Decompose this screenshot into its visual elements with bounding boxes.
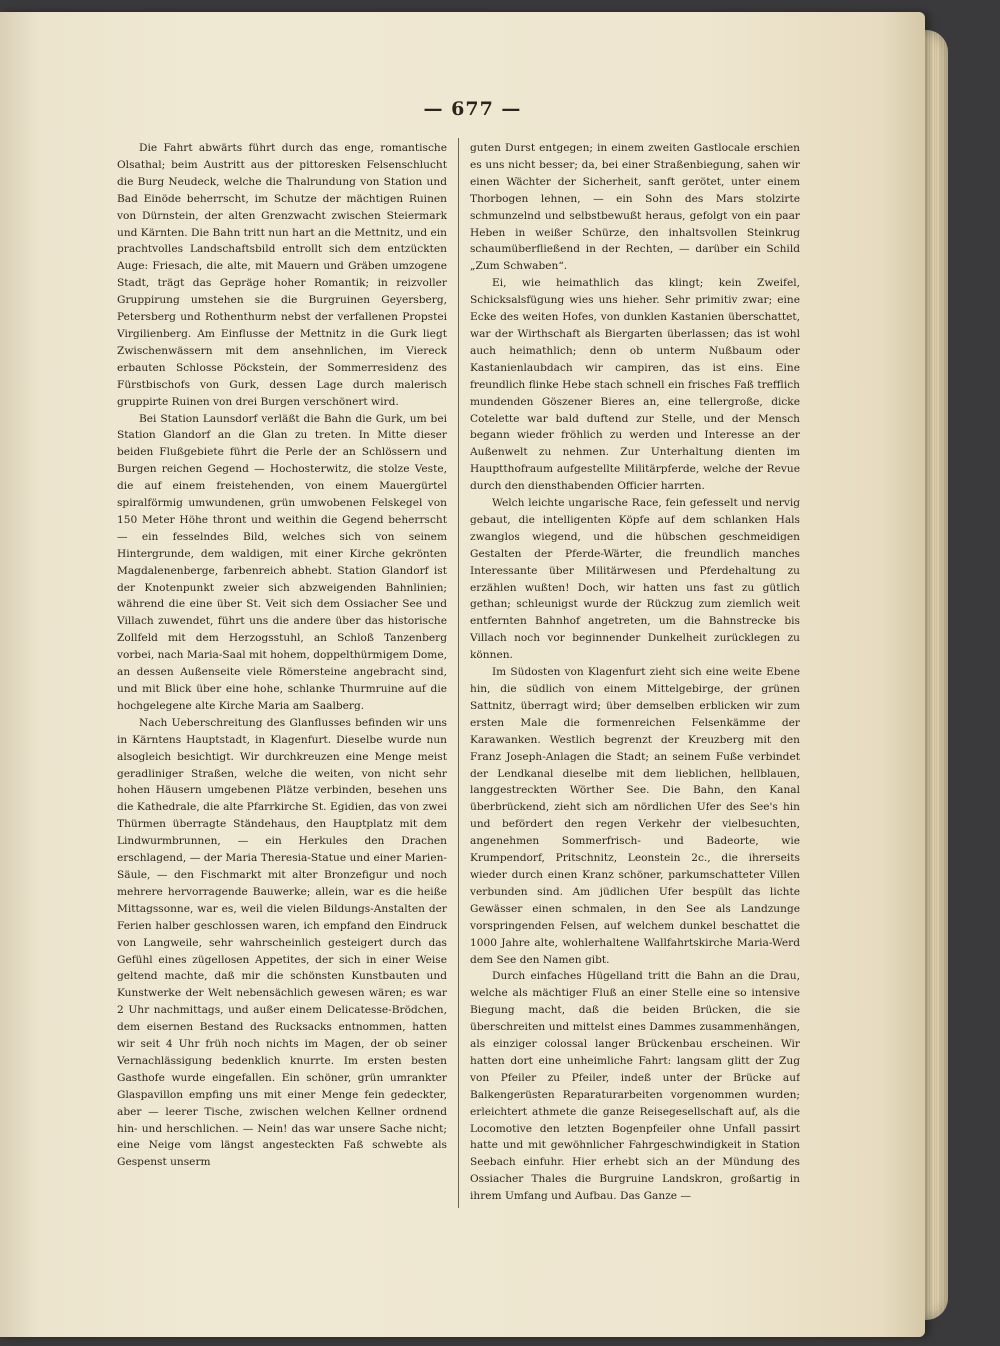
paragraph: Im Südosten von Klagenfurt zieht sich eine weite Ebene hin, die südlich von einem Mittelgebirge, der grünen Sattnitz, überragt wird; über demselben erblicken wir zum ersten Male die formenreichen Felsenkämme der Karawanken. Westlich begrenzt der Kreuzberg mit den Franz Joseph-Anlagen die Stadt; an seinem Fuße verbindet der Lendkanal dieselbe mit dem lieblichen, hellblauen, langgestreckten Wörther See. Die Bahn, den Kanal überbrückend, zieht sich am nördlichen Ufer des See's hin und befördert den regen Verkehr der vielbesuchten, angenehmen Sommerfrisch- und Badeorte, wie Krumpendorf, Pritschnitz, Leonstein 2c., die ihrerseits wieder durch einen Kranz schöner, parkumschatteter Villen verbunden sind. Am jüdlichen Ufer bespült das lichte Gewässer einen schmalen, in den See als Landzunge vorspringenden Felsen, auf welchem dunkel beschattet die 1000 Jahre alte, wohlerhaltene Wallfahrtskirche Maria-Werd dem See den Namen gibt. [470,666,800,966]
column-divider [458,138,459,1208]
left-text-column [117,140,447,1220]
book-page [0,12,925,1337]
paragraph: Welch leichte ungarische Race, fein gefesselt und nervig gebaut, die intelligenten Köpfe auf dem schlanken Hals zwanglos wiegend, und die hübschen geschmeidigen Gestalten der Pferde-Wärter, die freundlich manches Interessante über Militärwesen und Pferdehaltung zu erzählen wußten! Doch, wir hatten uns fast zu gütlich gethan; schleunigst wurde der Rückzug zum ziemlich weit entfernten Bahnhof angetreten, um die Bahnstrecke bis Villach noch vor beginnender Dunkelheit zurücklegen zu können. [470,497,800,662]
page-number: — 677 — [423,98,522,120]
paragraph: Bei Station Launsdorf verläßt die Bahn die Gurk, um bei Station Glandorf an die Glan zu treten. In Mitte dieser beiden Flußgebiete führt die Perle der an Schlössern und Burgen reichen Gegend — Hochosterwitz, die stolze Veste, die auf einem freistehenden, von einem Mauergürtel spiralförmig umwundenen, grün umwobenen Felskegel von 150 Meter Höhe thront und weithin die Gegend beherrscht — ein fesselndes Bild, welches sich von seinem Hintergrunde, dem waldigen, mit einer Kirche gekrönten Magdalenenberge, farbenreich abhebt. Station Glandorf ist der Knotenpunkt zweier sich abzweigenden Bahnlinien; während die eine über St. Veit sich dem Ossiacher See und Villach zuwendet, führt uns die andere über das historische Zollfeld mit dem Herzogsstuhl, an Schloß Tanzenberg vorbei, nach Maria-Saal mit hohem, doppelthürmigem Dome, an dessen Außenseite viele Römersteine angebracht sind, und mit Blick über eine hohe, schlanke Thurmruine auf die hochgelegene alte Kirche Maria am Saalberg. [117,412,447,712]
paragraph: Nach Ueberschreitung des Glanflusses befinden wir uns in Kärntens Hauptstadt, in Klagenfurt. Dieselbe wurde nun alsogleich besichtigt. Wir durchkreuzen eine Menge meist geradliniger Straßen, welche die weiten, von nicht sehr hohen Häusern umgebenen Plätze verbinden, besehen uns die Kathedrale, die alte Pfarrkirche St. Egidien, das von zwei Thürmen überragte Ständehaus, den Hauptplatz mit dem Lindwurmbrunnen, — ein Herkules den Drachen erschlagend, — der Maria Theresia-Statue und einer Marien-Säule, — den Fischmarkt mit alter Bronzefigur und noch mehrere hervorragende Bauwerke; allein, war es die heiße Mittagssonne, war es, weil die vielen Bildungs-Anstalten der Ferien halber geschlossen waren, ich empfand den Eindruck von Langweile, sehr wahrscheinlich gesteigert durch das Gefühl eines zügellosen Appetites, der sich in einer Weise geltend machte, daß mir die schönsten Kunstbauten und Kunstwerke der Welt nebensächlich gewesen wären; es war 2 Uhr nachmittags, und außer einem Delicatesse-Brödchen, dem eisernen Bestand des Rucksacks entnommen, hatten wir seit 4 Uhr früh noch nichts im Magen, der ob seiner Vernachlässigung bedenklich knurrte. Im ersten besten Gasthofe wurde eingefallen. Ein schöner, grün umrankter Glaspavillon empfing uns mit einer Menge fein gedeckter, aber — leerer Tische, zwischen welchen Kellner ordnend hin- und herschlichen. — Nein! das war unsere Sache nicht; eine Neige vom längst angesteckten Faß schwebte als Gespenst unserm [117,716,447,1169]
paragraph: Ei, wie heimathlich das klingt; kein Zweifel, Schicksalsfügung wies uns hieher. Sehr primitiv zwar; eine Ecke des weiten Hofes, von dunklen Kastanien überschattet, war der Wirthschaft als Biergarten überlassen; das ist wohl auch heimathlich; denn ob unterm Nußbaum oder Kastanienlaubdach wir campiren, das ist eins. Eine freundlich flinke Hebe stach schnell ein frisches Faß trefflich mundenden Göszener Bieres an, eine tellergroße, dicke Cotelette war bald duftend zur Stelle, und der Mensch begann wieder fröhlich zu werden und Interesse an der Außenwelt zu nehmen. Zur Unterhaltung dienten im Hauptthofraum aufgestellte Militärpferde, welche der Revue durch den diensthabenden Officier harrten. [470,277,800,493]
paragraph: Durch einfaches Hügelland tritt die Bahn an die Drau, welche als mächtiger Fluß an einer Stelle eine so intensive Biegung macht, daß die beiden Brücken, die sie überschreiten und mittelst eines Dammes zusammenhängen, als einziger colossal langer Brückenbau erscheinen. Wir hatten dort eine unheimliche Fahrt: langsam glitt der Zug von Pfeiler zu Pfeiler, indeß unter der Brücke auf Balkengerüsten Reparaturarbeiten vorgenommen wurden; erleichtert athmete die ganze Reisegesellschaft auf, als die Locomotive den letzten Bogenpfeiler ohne Unfall passirt hatte und mit gewöhnlicher Fahrgeschwindigkeit in Station Seebach einfuhr. Hier erhebt sich an der Mündung des Ossiacher Thales die Burgruine Landskron, großartig in ihrem Umfang und Aufbau. Das Ganze — [470,970,800,1203]
paragraph: Die Fahrt abwärts führt durch das enge, romantische Olsathal; beim Austritt aus der pittoresken Felsenschlucht die Burg Neudeck, welche die Thalrundung von Station und Bad Einöde beherrscht, im Schutze der mächtigen Ruinen von Dürnstein, der alten Grenzwacht zwischen Steiermark und Kärnten. Die Bahn tritt nun hart an die Mettnitz, und ein prachtvolles Landschaftsbild entrollt sich dem entzückten Auge: Friesach, die alte, mit Mauern und Gräben umzogene Stadt, trägt das Gepräge hoher Romantik; in reizvoller Gruppirung umstehen sie die Burgruinen Geyersberg, Petersberg und Rothenthurm nebst der verfallenen Propstei Virgilienberg. Am Einflusse der Mettnitz in die Gurk liegt Zwischenwässern mit dem ansehnlichen, im Viereck erbauten Schlosse Pöckstein, der Sommerresidenz des Fürstbischofs von Gurk, dessen Lage durch malerisch gruppirte Ruinen von drei Burgen verschönert wird. [117,142,447,408]
paragraph: guten Durst entgegen; in einem zweiten Gastlocale erschien es uns nicht besser; da, bei einer Straßenbiegung, sahen wir einen Wächter der Sicherheit, sanft gerötet, unter einem Thorbogen lehnen, — ein Sohn des Mars stolzirte schmunzelnd und selbstbewußt heraus, gefolgt von ein paar Heben in weißer Schürze, den inhaltsvollen Steinkrug schaumüberfließend in der Rechten, — darüber ein Schild „Zum Schwaben“. [470,142,800,273]
right-text-column [470,140,800,1220]
